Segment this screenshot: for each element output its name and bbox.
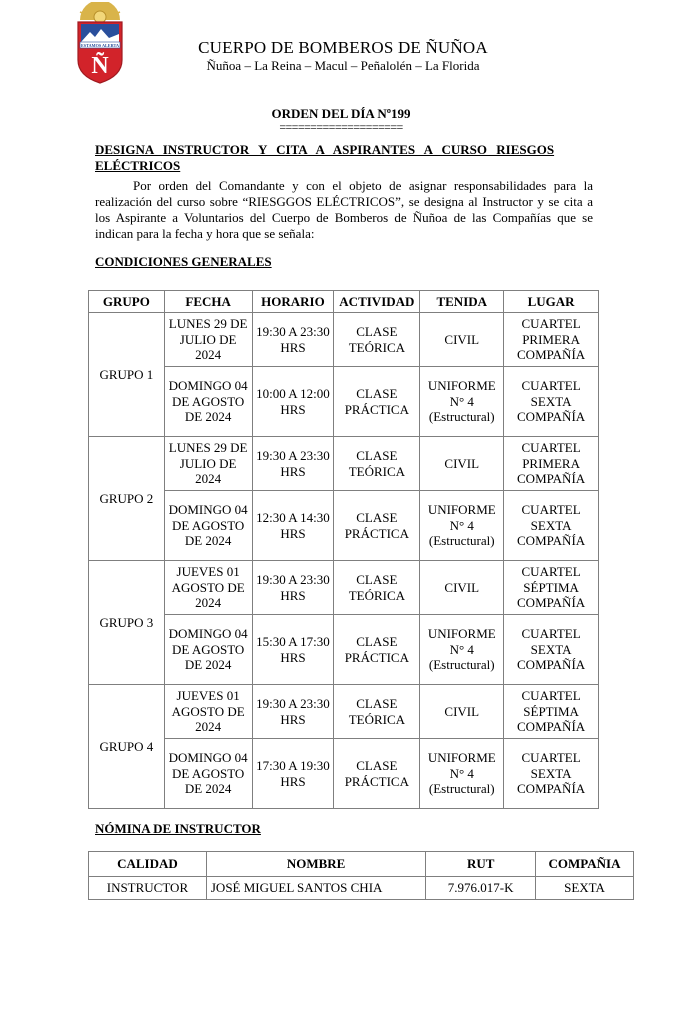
activity-cell: CLASE PRÁCTICA <box>334 739 420 809</box>
table-row <box>89 561 599 615</box>
crest-letter: Ñ <box>91 53 109 79</box>
role-cell: INSTRUCTOR <box>89 877 207 900</box>
group-cell: GRUPO 1 <box>89 313 165 437</box>
dress-cell: UNIFORME N° 4 (Estructural) <box>420 491 504 561</box>
dress-cell: UNIFORME N° 4 (Estructural) <box>420 367 504 437</box>
dress-cell: CIVIL <box>420 561 504 615</box>
company-cell: SEXTA <box>536 877 634 900</box>
instructors-title: NÓMINA DE INSTRUCTOR <box>95 821 261 836</box>
document-heading-line-1: DESIGNA INSTRUCTOR Y CITA A ASPIRANTES A CURSO RIESGOS <box>95 142 555 157</box>
column-header-tenida: TENIDA <box>420 291 504 313</box>
dress-cell: UNIFORME N° 4 (Estructural) <box>420 615 504 685</box>
time-cell: 19:30 A 23:30 HRS <box>252 313 334 367</box>
dress-cell: UNIFORME N° 4 (Estructural) <box>420 739 504 809</box>
column-header-nombre: NOMBRE <box>206 852 425 877</box>
rut-cell: 7.976.017-K <box>426 877 536 900</box>
date-cell: DOMINGO 04 DE AGOSTO DE 2024 <box>164 615 252 685</box>
table-header-row <box>89 291 599 313</box>
date-cell: JUEVES 01 AGOSTO DE 2024 <box>164 561 252 615</box>
table-row <box>89 367 599 437</box>
time-cell: 17:30 A 19:30 HRS <box>252 739 334 809</box>
activity-cell: CLASE PRÁCTICA <box>334 491 420 561</box>
name-cell: JOSÉ MIGUEL SANTOS CHIA <box>206 877 425 900</box>
table-row <box>89 437 599 491</box>
organization-name: CUERPO DE BOMBEROS DE ÑUÑOA <box>198 38 488 57</box>
conditions-title: CONDICIONES GENERALES <box>95 254 272 269</box>
column-header-calidad: CALIDAD <box>89 852 207 877</box>
dress-cell: CIVIL <box>420 685 504 739</box>
time-cell: 15:30 A 17:30 HRS <box>252 615 334 685</box>
crest-banner-text: ESTAMOS ALERTA <box>81 42 119 48</box>
place-cell: CUARTEL SEXTA COMPAÑÍA <box>504 615 599 685</box>
place-cell: CUARTEL SEXTA COMPAÑÍA <box>504 739 599 809</box>
group-cell: GRUPO 4 <box>89 685 165 809</box>
column-header-grupo: GRUPO <box>89 291 165 313</box>
column-header-compania: COMPAÑIA <box>536 852 634 877</box>
place-cell: CUARTEL SÉPTIMA COMPAÑÍA <box>504 685 599 739</box>
order-title-rule: ==================== <box>279 120 403 134</box>
date-cell: LUNES 29 DE JULIO DE 2024 <box>164 313 252 367</box>
place-cell: CUARTEL SEXTA COMPAÑÍA <box>504 491 599 561</box>
place-cell: CUARTEL PRIMERA COMPAÑÍA <box>504 313 599 367</box>
activity-cell: CLASE TEÓRICA <box>334 313 420 367</box>
document-heading-line-2: ELÉCTRICOS <box>95 158 181 173</box>
date-cell: DOMINGO 04 DE AGOSTO DE 2024 <box>164 491 252 561</box>
date-cell: JUEVES 01 AGOSTO DE 2024 <box>164 685 252 739</box>
instructors-table <box>88 851 634 900</box>
activity-cell: CLASE TEÓRICA <box>334 561 420 615</box>
activity-cell: CLASE PRÁCTICA <box>334 367 420 437</box>
time-cell: 19:30 A 23:30 HRS <box>252 685 334 739</box>
column-header-lugar: LUGAR <box>504 291 599 313</box>
dress-cell: CIVIL <box>420 313 504 367</box>
intro-paragraph <box>95 178 593 242</box>
time-cell: 19:30 A 23:30 HRS <box>252 561 334 615</box>
place-cell: CUARTEL SEXTA COMPAÑÍA <box>504 367 599 437</box>
group-cell: GRUPO 3 <box>89 561 165 685</box>
table-row <box>89 877 634 900</box>
activity-cell: CLASE TEÓRICA <box>334 437 420 491</box>
place-cell: CUARTEL SÉPTIMA COMPAÑÍA <box>504 561 599 615</box>
table-row <box>89 313 599 367</box>
activity-cell: CLASE TEÓRICA <box>334 685 420 739</box>
table-row <box>89 685 599 739</box>
time-cell: 10:00 A 12:00 HRS <box>252 367 334 437</box>
date-cell: LUNES 29 DE JULIO DE 2024 <box>164 437 252 491</box>
time-cell: 12:30 A 14:30 HRS <box>252 491 334 561</box>
table-row <box>89 491 599 561</box>
table-header-row <box>89 852 634 877</box>
time-cell: 19:30 A 23:30 HRS <box>252 437 334 491</box>
conditions-table <box>88 290 599 809</box>
intro-text: Por orden del Comandante y con el objeto de asignar responsabilidades para la realización del curso sobre “RIESGGOS ELÉCTRICOS”, se designa al Instructor y se cita a los Aspirante a Voluntarios del Cuerpo de Bomberos de Ñuñoa de las Compañías que se indican para la fecha y hora que se señala: <box>95 178 593 241</box>
date-cell: DOMINGO 04 DE AGOSTO DE 2024 <box>164 367 252 437</box>
column-header-actividad: ACTIVIDAD <box>334 291 420 313</box>
table-row <box>89 739 599 809</box>
order-title: ORDEN DEL DÍA Nº199 <box>271 106 411 121</box>
column-header-horario: HORARIO <box>252 291 334 313</box>
column-header-fecha: FECHA <box>164 291 252 313</box>
table-row <box>89 615 599 685</box>
activity-cell: CLASE PRÁCTICA <box>334 615 420 685</box>
document-heading <box>95 142 593 174</box>
dress-cell: CIVIL <box>420 437 504 491</box>
organization-communes: Ñuñoa – La Reina – Macul – Peñalolén – La Florida <box>206 58 480 73</box>
group-cell: GRUPO 2 <box>89 437 165 561</box>
date-cell: DOMINGO 04 DE AGOSTO DE 2024 <box>164 739 252 809</box>
fire-department-crest-icon <box>74 2 126 84</box>
column-header-rut: RUT <box>426 852 536 877</box>
place-cell: CUARTEL PRIMERA COMPAÑÍA <box>504 437 599 491</box>
